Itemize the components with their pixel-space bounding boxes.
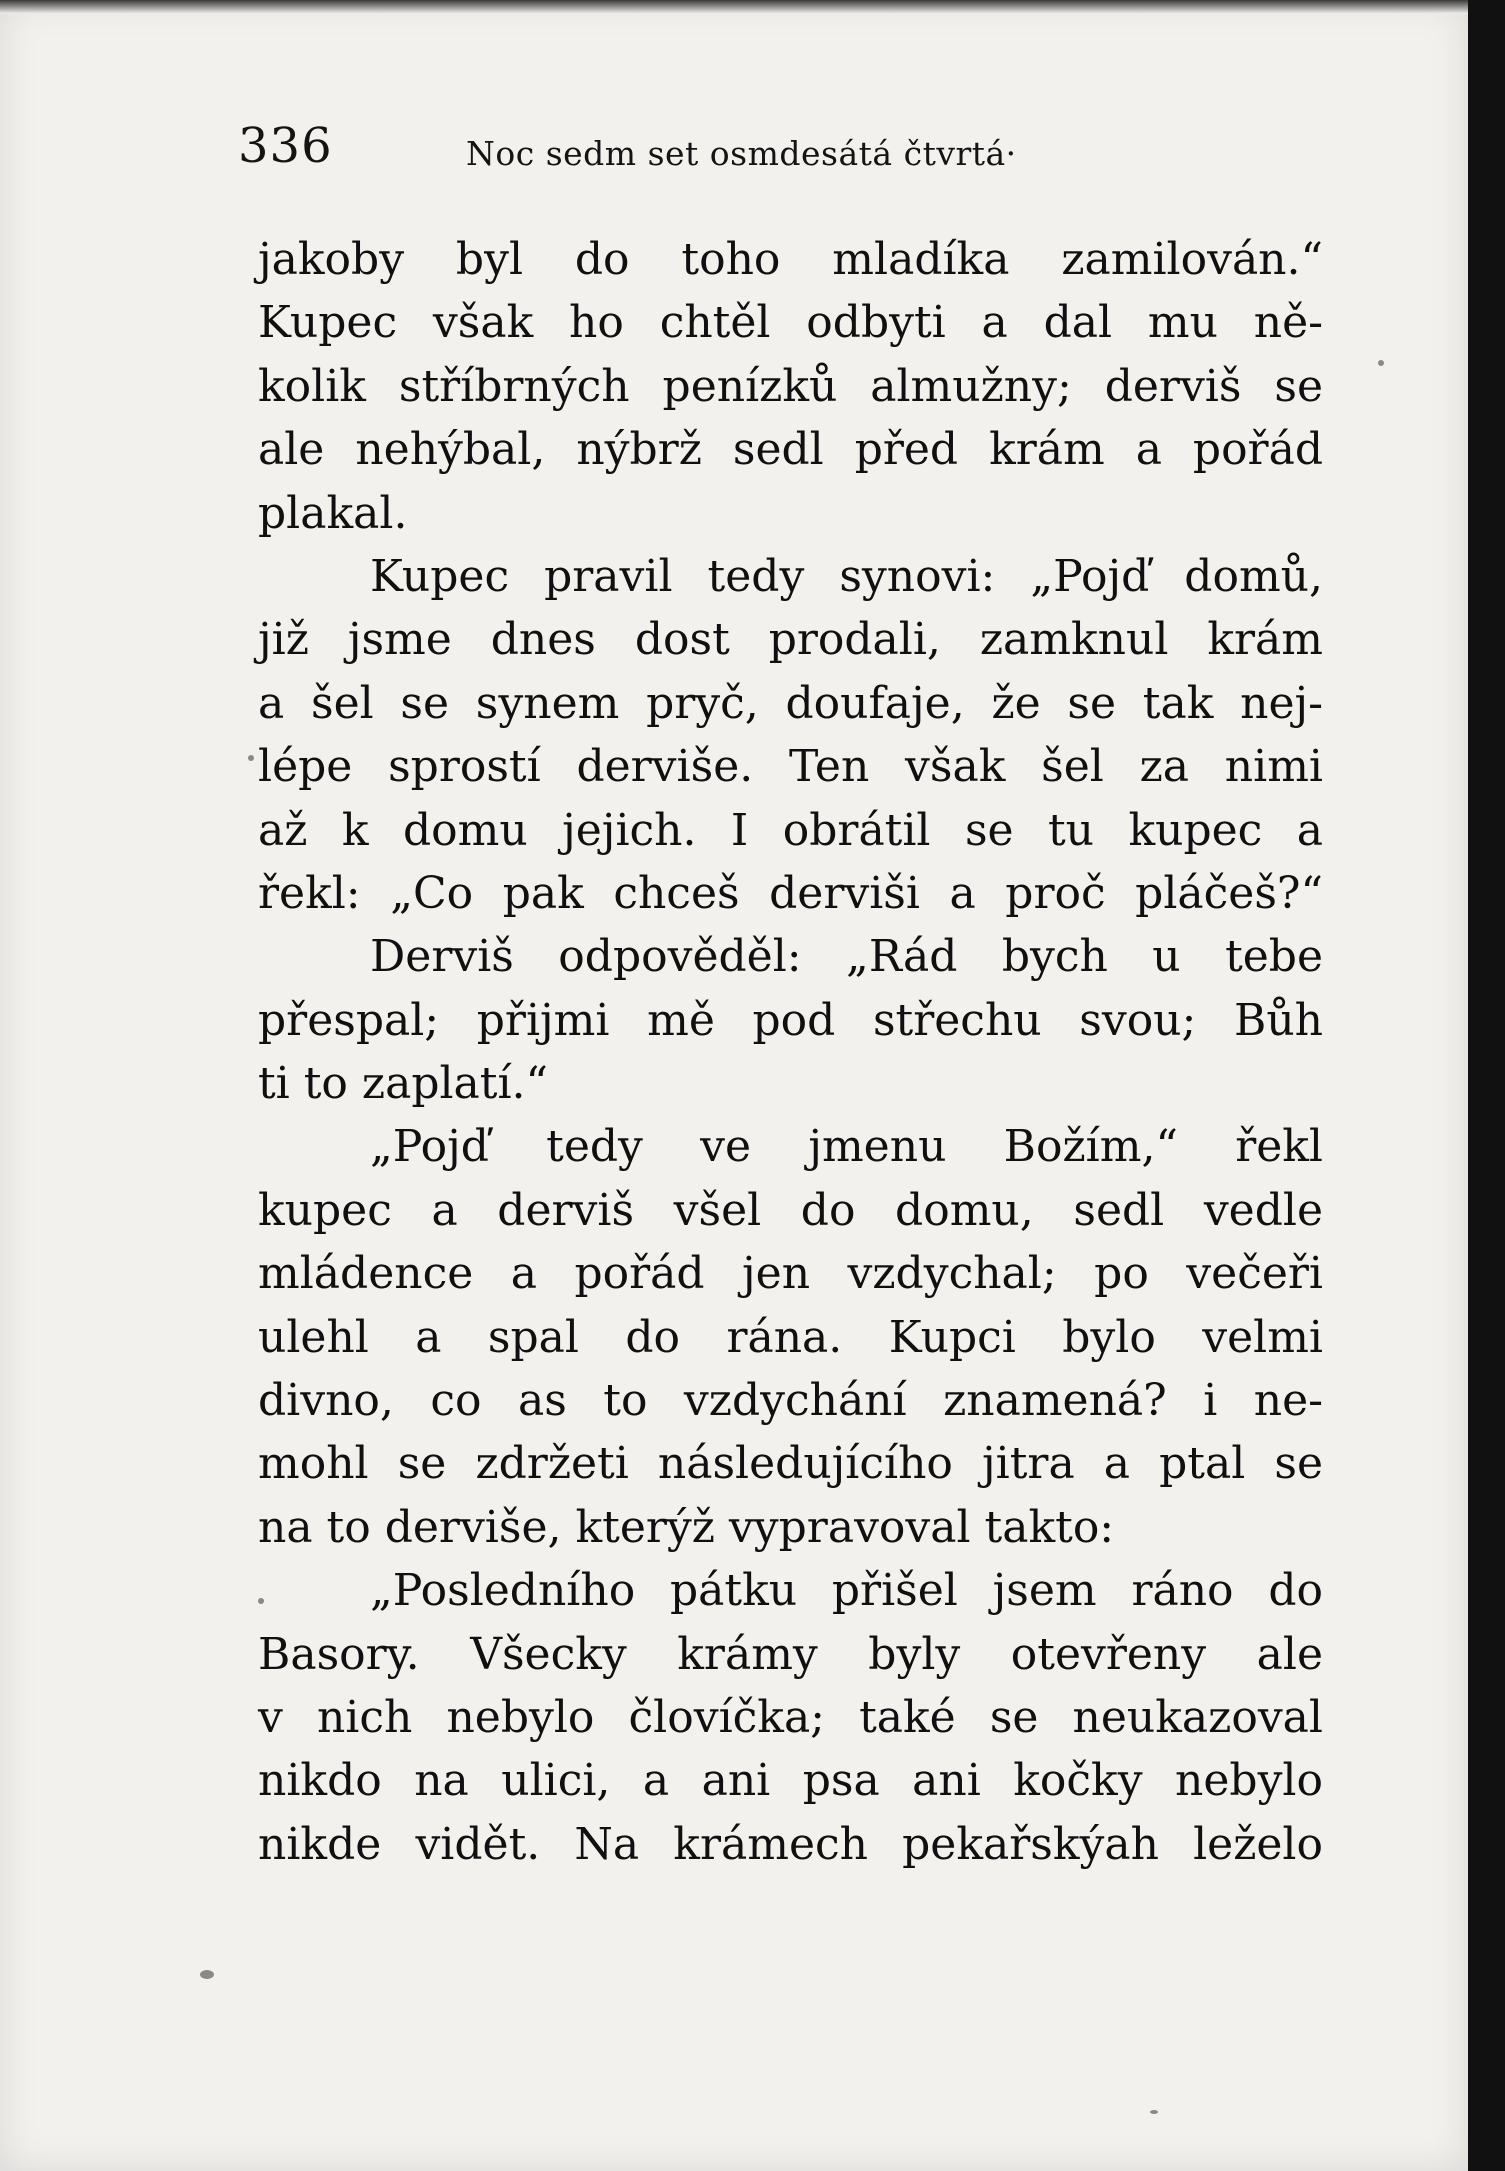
text-line: jakoby byl do toho mladíka zamilován.“ [258, 234, 1323, 285]
text-line: nikdo na ulici, a ani psa ani kočky nebylo [258, 1755, 1323, 1807]
running-title: Noc sedm set osmdesátá čtvrtá· [466, 134, 1017, 173]
page-header [238, 118, 1138, 178]
text-line: ale nehýbal, nýbrž sedl před krám a pořád [258, 424, 1323, 476]
text-line: až k domu jejich. I obrátil se tu kupec a [258, 804, 1323, 856]
text-line: mládence a pořád jen vzdychal; po večeři [258, 1248, 1323, 1300]
text-line: na to derviše, kterýž vypravoval takto: [258, 1501, 1115, 1553]
text-line: přespal; přijmi mě pod střechu svou; Bůh [258, 994, 1323, 1046]
page-right-edge [1468, 0, 1505, 2171]
body-text [258, 228, 1323, 1876]
text-line: ti to zaplatí.“ [258, 1058, 549, 1110]
ink-speck [1378, 360, 1384, 366]
text-line: Derviš odpověděl: „Rád bych u tebe [370, 931, 1323, 983]
text-line: „Pojď tedy ve jmenu Božím,“ řekl [370, 1121, 1323, 1173]
text-line: ulehl a spal do rána. Kupci bylo velmi [258, 1311, 1323, 1363]
text-line: „Posledního pátku přišel jsem ráno do [370, 1565, 1323, 1617]
ink-speck [1150, 2110, 1158, 2114]
text-line: kolik stříbrných penízků almužny; derviš se [258, 360, 1323, 412]
ink-speck [258, 1598, 264, 1604]
text-line: kupec a derviš všel do domu, sedl vedle [258, 1184, 1323, 1236]
text-line: Kupec však ho chtěl odbyti a dal mu ně- [258, 297, 1323, 349]
page-top-edge [0, 0, 1468, 14]
text-line: lépe sprostí derviše. Ten však šel za nimi [258, 741, 1323, 793]
ink-speck [248, 755, 254, 761]
text-line: řekl: „Co pak chceš derviši a proč pláčeš?“ [258, 867, 1323, 919]
text-line: Basory. Všecky krámy byly otevřeny ale [258, 1628, 1323, 1680]
text-line: mohl se zdržeti následujícího jitra a ptal se [258, 1438, 1323, 1490]
ink-speck [200, 1970, 214, 1979]
text-line: a šel se synem pryč, doufaje, že se tak nej- [258, 677, 1323, 729]
text-line: divno, co as to vzdychání znamená? i ne- [258, 1375, 1323, 1427]
text-line: již jsme dnes dost prodali, zamknul krám [258, 614, 1323, 666]
text-line: nikde vidět. Na krámech pekařskýah leželo [258, 1818, 1323, 1870]
page-number: 336 [238, 118, 333, 174]
text-line: plakal. [258, 487, 408, 539]
text-line: Kupec pravil tedy synovi: „Pojď domů, [370, 550, 1323, 602]
text-line: v nich nebylo človíčka; také se neukazoval [258, 1691, 1323, 1743]
